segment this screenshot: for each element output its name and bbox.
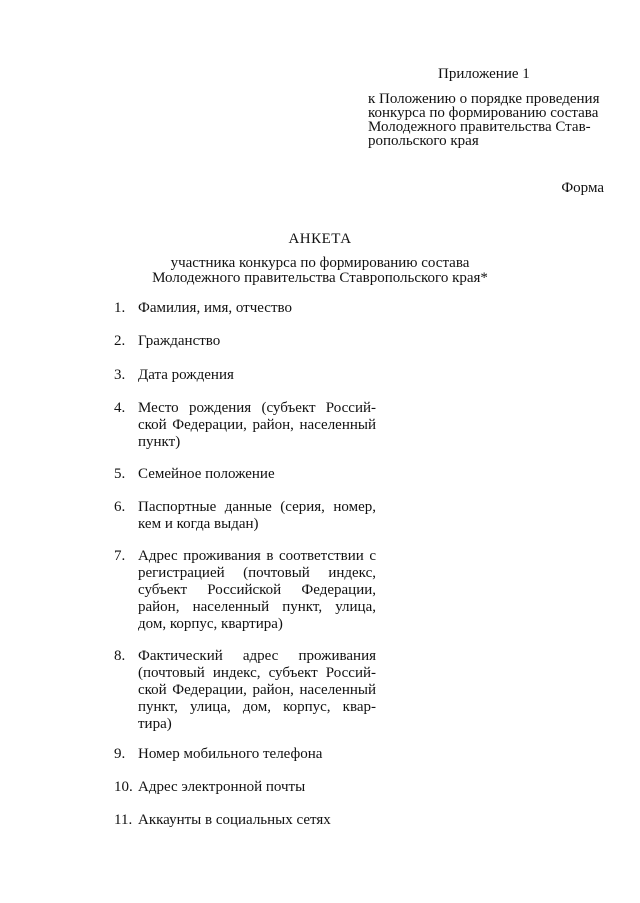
question-line: Паспортные данные (серия, номер, bbox=[138, 499, 376, 515]
question-text bbox=[138, 499, 376, 533]
question-item bbox=[114, 648, 376, 733]
question-line: Аккаунты в социальных сетях bbox=[138, 812, 331, 828]
question-line: Гражданство bbox=[138, 333, 221, 349]
question-text bbox=[138, 400, 376, 451]
form-label: Форма bbox=[561, 180, 604, 196]
appendix-reference-line: к Положению о порядке проведения bbox=[368, 91, 600, 107]
question-item bbox=[114, 812, 376, 829]
question-line: Семейное положение bbox=[138, 466, 275, 482]
question-number: 1. bbox=[114, 300, 126, 316]
question-line: Адрес электронной почты bbox=[138, 779, 306, 795]
question-line: пункт, улица, дом, корпус, квар- bbox=[138, 699, 376, 715]
question-item bbox=[114, 499, 376, 533]
question-line: кем и когда выдан) bbox=[138, 516, 259, 532]
question-number: 5. bbox=[114, 466, 126, 482]
question-number: 8. bbox=[114, 648, 126, 664]
question-line: субъект Российской Федерации, bbox=[138, 582, 376, 598]
question-item bbox=[114, 367, 376, 384]
question-line: Дата рождения bbox=[138, 367, 234, 383]
question-number: 10. bbox=[114, 779, 133, 795]
appendix-reference-line: ропольского края bbox=[368, 133, 479, 149]
question-item bbox=[114, 400, 376, 451]
question-number: 7. bbox=[114, 548, 126, 564]
question-item bbox=[114, 746, 376, 763]
appendix-title: Приложение 1 bbox=[438, 66, 530, 82]
question-number: 6. bbox=[114, 499, 126, 515]
question-text bbox=[138, 466, 376, 483]
question-line: Фактический адрес проживания bbox=[138, 648, 376, 664]
question-line: Фамилия, имя, отчество bbox=[138, 300, 292, 316]
question-line: дом, корпус, квартира) bbox=[138, 616, 283, 632]
question-line: (почтовый индекс, субъект Россий- bbox=[138, 665, 376, 681]
question-number: 11. bbox=[114, 812, 133, 828]
question-line: регистрацией (почтовый индекс, bbox=[138, 565, 376, 581]
question-item bbox=[114, 333, 376, 350]
question-line: ской Федерации, район, населенный bbox=[138, 682, 376, 698]
appendix-reference-line: конкурса по формированию состава bbox=[368, 105, 599, 121]
question-text bbox=[138, 548, 376, 633]
question-number: 2. bbox=[114, 333, 126, 349]
question-line: район, населенный пункт, улица, bbox=[138, 599, 376, 615]
question-text bbox=[138, 648, 376, 733]
question-text bbox=[138, 812, 376, 829]
question-text bbox=[138, 746, 376, 763]
question-number: 4. bbox=[114, 400, 126, 416]
question-item bbox=[114, 466, 376, 483]
question-text bbox=[138, 333, 376, 350]
question-line: ской Федерации, район, населенный bbox=[138, 417, 376, 433]
document-title: АНКЕТА bbox=[288, 231, 352, 247]
question-text bbox=[138, 367, 376, 384]
question-item bbox=[114, 300, 376, 317]
question-number: 3. bbox=[114, 367, 126, 383]
subtitle-line: Молодежного правительства Ставропольского края* bbox=[152, 270, 488, 286]
appendix-reference bbox=[368, 92, 606, 148]
question-item bbox=[114, 548, 376, 633]
subtitle-line: участника конкурса по формированию состава bbox=[170, 255, 470, 271]
question-line: пункт) bbox=[138, 434, 181, 450]
question-text bbox=[138, 300, 376, 317]
question-line: Адрес проживания в соответствии с bbox=[138, 548, 376, 564]
question-item bbox=[114, 779, 376, 796]
question-line: Номер мобильного телефона bbox=[138, 746, 323, 762]
question-line: Место рождения (субъект Россий- bbox=[138, 400, 376, 416]
appendix-reference-line: Молодежного правительства Став- bbox=[368, 119, 591, 135]
question-line: тира) bbox=[138, 716, 172, 732]
question-text bbox=[138, 779, 376, 796]
question-number: 9. bbox=[114, 746, 126, 762]
document-subtitle bbox=[0, 256, 640, 286]
